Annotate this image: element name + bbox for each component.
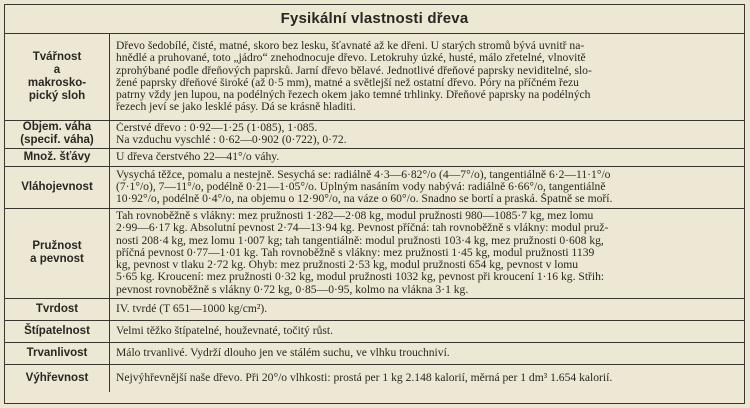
property-label: [5, 34, 110, 120]
properties-table: [5, 34, 744, 392]
property-row: [5, 320, 744, 342]
property-value-line: Tah rovnoběžně s vlákny: mez pružnosti 1·282—2·08 kg, modul pružnosti 980—1085·7 kg, mez lomu: [116, 210, 594, 223]
property-row: [5, 120, 744, 148]
property-label-line: Objem. váha: [22, 121, 92, 133]
property-label: [5, 120, 110, 148]
property-row: [5, 166, 744, 208]
property-row: [5, 342, 744, 364]
property-label-line: Trvanlivost: [26, 346, 88, 359]
property-row: [5, 364, 744, 392]
property-value-line: hnědlé a pruhované, toto „jádro“ znehodnocuje dřevo. Letokruhy úzké, husté, málo zřetelné, vlnovitě: [116, 52, 586, 65]
property-label-line: Štípatelnost: [24, 324, 90, 337]
property-value-line: Velmi těžko štípatelné, houževnaté, točitý růst.: [116, 324, 333, 337]
properties-sheet: [4, 4, 745, 404]
property-label-line: Vláhojevnost: [21, 180, 93, 193]
property-label: [5, 364, 110, 392]
property-label-line: a pevnost: [30, 253, 84, 265]
property-value-line: IV. tvrdé (T 651—1000 kg/cm²).: [116, 302, 268, 315]
property-value-line: (7·1°/o), 7—11°/o, podélně 0·21—1·05°/o. Úplným nasáním vody nabývá: radiálně 6·66°/o, tangentiálně: [116, 180, 606, 193]
property-value-line: Málo trvanlivé. Vydrží dlouho jen ve stálém suchu, ve vlhku trouchniví.: [116, 346, 450, 359]
property-value-line: řezech jeví se jako lesklé pásy. Dá se krásně hladiti.: [116, 101, 356, 114]
property-label: [5, 342, 110, 364]
property-row: [5, 298, 744, 320]
property-label-line: makrosko-: [27, 76, 87, 89]
property-value-line: Vysychá těžce, pomalu a nestejně. Sesychá se: radiálně 4·3—6·82°/o (4—7°/o), tangentiálně 6·2—11·1°/o: [116, 168, 611, 181]
property-value-line: kg, pevnost v tlaku 2·72 kg. Ohyb: mez pružnosti 2·53 kg, modul pružnosti 654 kg, pevnost v lomu: [116, 259, 579, 272]
property-row: [5, 148, 744, 166]
property-value-line: Nejvýhřevnější naše dřevo. Při 20°/o vlhkosti: prostá per 1 kg 2.148 kalorií, měrná per 1 dm³ 1.654 kalorií.: [116, 372, 613, 385]
property-row: [5, 208, 744, 298]
property-value: [110, 364, 745, 392]
property-value: [110, 148, 745, 166]
property-value: [110, 34, 745, 120]
property-value-line: Dřevo šedobílé, čisté, matné, skoro bez lesku, šťavnaté až ke dřeni. U starých stromů bývá uvnitř na-: [116, 40, 585, 53]
property-label-line: pický sloh: [28, 89, 86, 102]
property-value: [110, 320, 745, 342]
property-label-line: a: [53, 63, 61, 76]
property-value: [110, 298, 745, 320]
property-value-line: 5·65 kg. Kroucení: mez pružnosti 0·32 kg, modul pružnosti 1032 kg, pevnost při kroucení 1·16 kg. Střih:: [116, 271, 605, 284]
property-value-line: zprohýbané podle dřeňových paprsků. Jarní dřevo bělavé. Jednotlivé dřeňové paprsky neviditelné, slo-: [116, 64, 592, 77]
property-label-line: Tvářnost: [32, 50, 82, 63]
property-label-line: Pružnost: [32, 240, 82, 252]
property-value: [110, 208, 745, 298]
property-value-line: patrny vždy jen lupou, na podélných řezech okem jako temné trhlinky. Dřeňové paprsky na podélných: [116, 88, 591, 101]
property-value: [110, 342, 745, 364]
property-label-line: Tvrdost: [35, 302, 79, 315]
property-label: [5, 298, 110, 320]
property-value-line: U dřeva čerstvého 22—41°/o váhy.: [116, 150, 280, 163]
property-label: [5, 166, 110, 208]
property-value-line: 10·92°/o, podélně 0·4°/o, na objemu o 12·90°/o, na váze o 60°/o. Snadno se bortí a praská. Špatně se moří.: [116, 193, 613, 206]
property-label-line: (specif. váha): [20, 134, 94, 146]
property-value-line: žené paprsky dřeňové široké (až 0·5 mm), matné a světlejší než ostatní dřevo. Póry na příčném řezu: [116, 76, 579, 89]
property-value-line: nosti 208·4 kg, mez lomu 1·007 kg; tah tangentiálně: modul pružnosti 103·4 kg, mez pružnosti 0·608 kg,: [116, 234, 604, 247]
property-value-line: 2·99—6·17 kg. Absolutní pevnost 2·74—13·94 kg. Pevnost příčná: tah rovnoběžně s vlákny: modul pruž-: [116, 222, 609, 235]
property-label: [5, 208, 110, 298]
page-title: Fysikální vlastnosti dřeva: [5, 5, 744, 34]
property-value-line: příčná pevnost 0·77—1·01 kg. Tah rovnoběžně s vlákny: mez pružnosti 1·45 kg, modul pružnosti 1139: [116, 246, 595, 259]
property-label: [5, 320, 110, 342]
property-label-line: Množ. šťávy: [23, 150, 91, 163]
property-value-line: pevnost rovnoběžně s vlákny 0·72 kg, 0·85—0·95, kolmo na vlákna 3·1 kg.: [116, 283, 469, 296]
property-value-line: Na vzduchu vyschlé : 0·62—0·902 (0·722), 0·72.: [116, 134, 347, 146]
property-value: [110, 166, 745, 208]
property-value: [110, 120, 745, 148]
property-row: [5, 34, 744, 120]
property-label: [5, 148, 110, 166]
property-label-line: Výhřevnost: [25, 371, 89, 384]
property-value-line: Čerstvé dřevo : 0·92—1·25 (1·085), 1·085.: [116, 121, 318, 134]
